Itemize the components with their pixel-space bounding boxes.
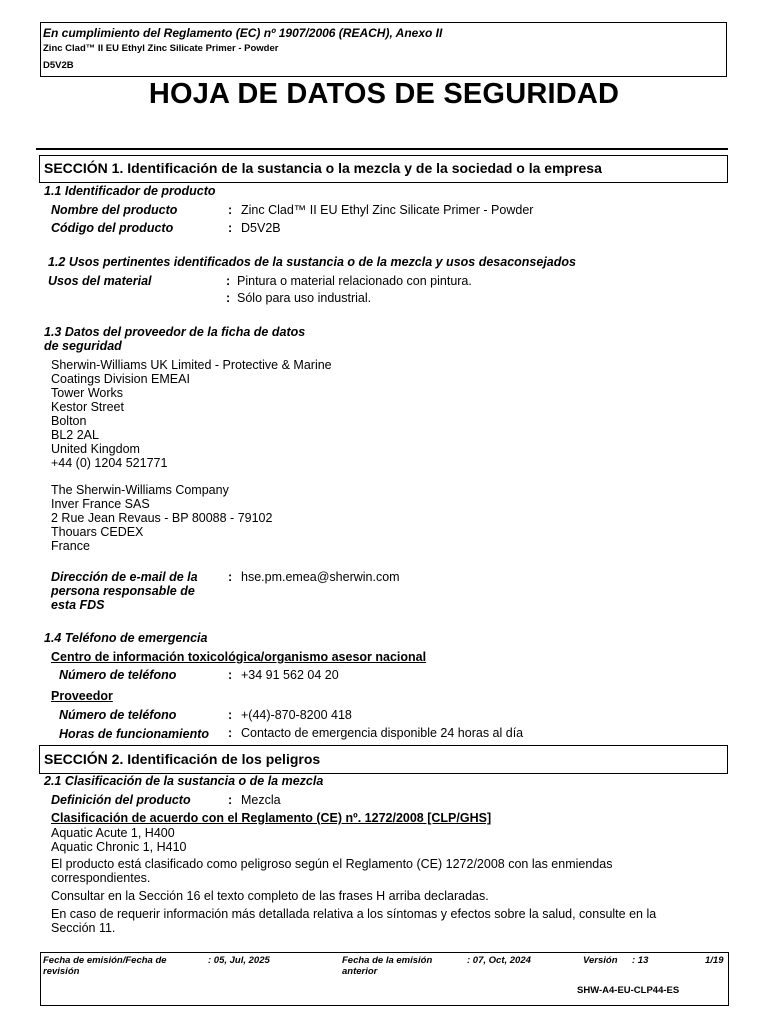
material-uses-label: Usos del material (48, 274, 152, 288)
supplier-1-line: +44 (0) 1204 521771 (51, 456, 168, 470)
classification-paragraph: correspondientes. (51, 871, 151, 885)
subsection-1-3-heading: 1.3 Datos del proveedor de la ficha de datos (44, 325, 306, 339)
email-label: Dirección de e-mail de la (51, 570, 198, 584)
product-code-value: D5V2B (241, 221, 281, 235)
issue-date-value: : 05, Jul, 2025 (208, 955, 270, 966)
email-label: persona responsable de (51, 584, 195, 598)
classification-heading: Clasificación de acuerdo con el Reglamento (CE) nº. 1272/2008 [CLP/GHS] (51, 811, 492, 825)
supplier-2-line: 2 Rue Jean Revaus - BP 80088 - 79102 (51, 511, 273, 525)
subsection-1-2-heading: 1.2 Usos pertinentes identificados de la sustancia o de la mezcla y usos desaconsejados (48, 255, 576, 269)
issue-date-label: revisión (43, 966, 80, 977)
version-value: : 13 (632, 955, 649, 966)
colon: : (226, 274, 231, 288)
classification-line: Aquatic Acute 1, H400 (51, 826, 175, 840)
supplier-2-line: Thouars CEDEX (51, 525, 144, 539)
supplier-phone-value: +(44)-870-8200 418 (241, 708, 352, 722)
section-1-title: SECCIÓN 1. Identificación de la sustancia o la mezcla y de la sociedad o la empresa (44, 160, 602, 176)
title-divider (36, 148, 728, 150)
product-code-label: Código del producto (51, 221, 174, 235)
page-title: HOJA DE DATOS DE SEGURIDAD (148, 78, 620, 110)
product-name-value: Zinc Clad™ II EU Ethyl Zinc Silicate Primer - Powder (241, 203, 534, 217)
page-number: 1/19 (705, 955, 724, 966)
document-footer (40, 952, 729, 1006)
header-product-code: D5V2B (43, 60, 74, 71)
previous-issue-label: Fecha de la emisión (342, 955, 433, 966)
email-label: esta FDS (51, 598, 105, 612)
colon: : (226, 291, 231, 305)
colon: : (228, 668, 233, 682)
section-2-heading (39, 745, 728, 774)
center-phone-value: +34 91 562 04 20 (241, 668, 339, 682)
supplier-heading: Proveedor (51, 689, 113, 703)
colon: : (228, 793, 233, 807)
colon: : (228, 203, 233, 217)
version-label: Versión (583, 955, 618, 966)
phone-label: Número de teléfono (59, 708, 177, 722)
material-uses-value-2: Sólo para uso industrial. (237, 291, 372, 305)
product-definition-label: Definición del producto (51, 793, 191, 807)
previous-issue-label: anterior (342, 966, 378, 977)
supplier-2-line: The Sherwin-Williams Company (51, 483, 229, 497)
supplier-2-line: France (51, 539, 90, 553)
phone-label: Número de teléfono (59, 668, 177, 682)
subsection-1-1-heading: 1.1 Identificador de producto (44, 184, 216, 198)
supplier-1-line: BL2 2AL (51, 428, 99, 442)
supplier-1-line: Coatings Division EMEAI (51, 372, 190, 386)
colon: : (228, 221, 233, 235)
product-name-label: Nombre del producto (51, 203, 178, 217)
hours-label: Horas de funcionamiento (59, 727, 210, 741)
health-info-note: Sección 11. (51, 921, 116, 935)
product-definition-value: Mezcla (241, 793, 281, 807)
issue-date-label: Fecha de emisión/Fecha de (43, 955, 167, 966)
h-statements-note: Consultar en la Sección 16 el texto completo de las frases H arriba declaradas. (51, 889, 489, 903)
supplier-1-line: United Kingdom (51, 442, 140, 456)
previous-issue-value: : 07, Oct, 2024 (467, 955, 531, 966)
hours-value: Contacto de emergencia disponible 24 horas al día (241, 726, 524, 740)
material-uses-value-1: Pintura o material relacionado con pintura. (237, 274, 472, 288)
colon: : (228, 726, 233, 740)
classification-line: Aquatic Chronic 1, H410 (51, 840, 187, 854)
document-code: SHW-A4-EU-CLP44-ES (577, 985, 680, 996)
classification-paragraph: El producto está clasificado como peligroso según el Reglamento (CE) 1272/2008 con las enmiendas (51, 857, 613, 871)
subsection-1-4-heading: 1.4 Teléfono de emergencia (44, 631, 208, 645)
toxicology-center-heading: Centro de información toxicológica/organismo asesor nacional (51, 650, 427, 664)
section-2-title: SECCIÓN 2. Identificación de los peligros (44, 751, 321, 767)
supplier-1-line: Bolton (51, 414, 87, 428)
colon: : (228, 708, 233, 722)
document-header (40, 22, 727, 77)
email-value[interactable]: hse.pm.emea@sherwin.com (241, 570, 400, 584)
subsection-2-1-heading: 2.1 Clasificación de la sustancia o de la mezcla (44, 774, 324, 788)
health-info-note: En caso de requerir información más detallada relativa a los síntomas y efectos sobre la salud, consulte en la (51, 907, 657, 921)
section-1-heading (39, 155, 728, 183)
header-product-name: Zinc Clad™ II EU Ethyl Zinc Silicate Primer - Powder (43, 43, 279, 54)
subsection-1-3-heading-cont: de seguridad (44, 339, 122, 353)
colon: : (228, 570, 233, 584)
supplier-2-line: Inver France SAS (51, 497, 150, 511)
supplier-1-line: Kestor Street (51, 400, 124, 414)
supplier-1-line: Tower Works (51, 386, 124, 400)
regulation-text: En cumplimiento del Reglamento (EC) nº 1907/2006 (REACH), Anexo II (43, 26, 443, 40)
supplier-1-line: Sherwin-Williams UK Limited - Protective & Marine (51, 358, 332, 372)
